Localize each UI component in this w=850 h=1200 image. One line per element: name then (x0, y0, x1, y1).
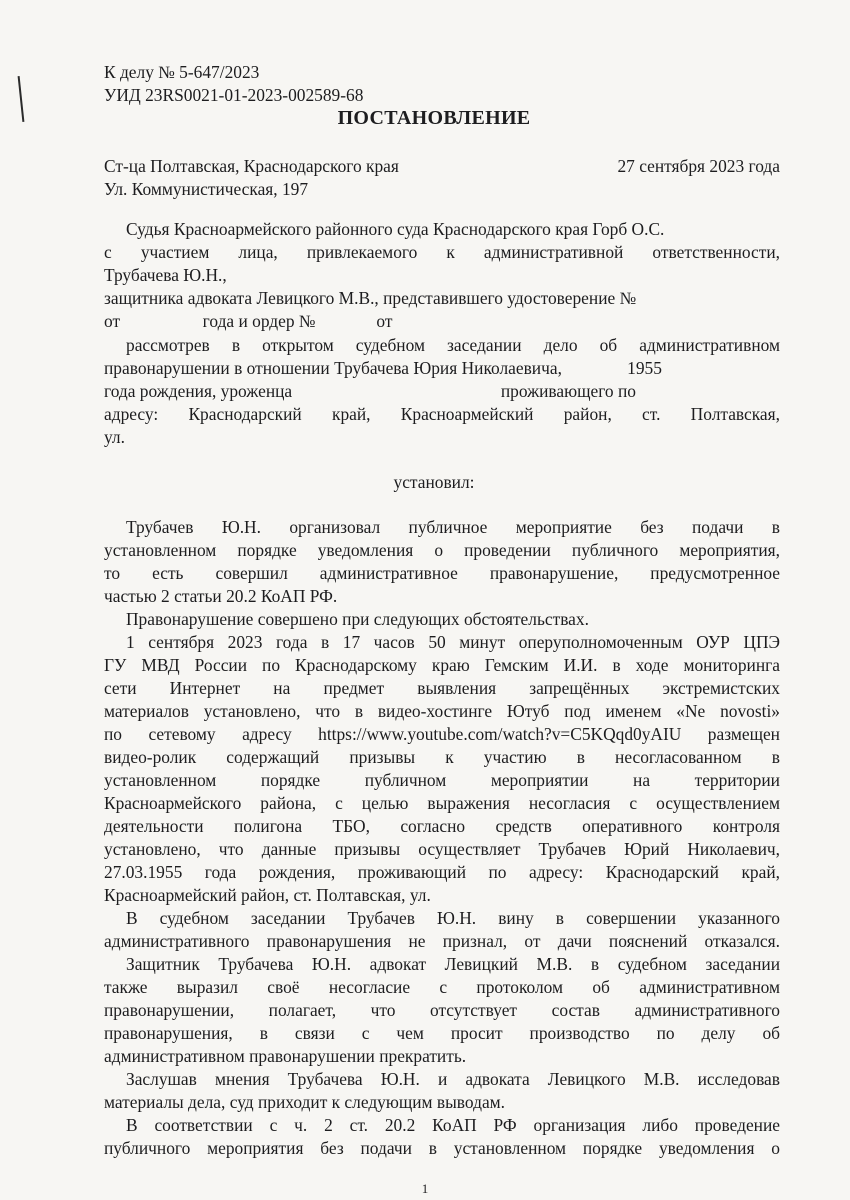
intro-line: Трубачева Ю.Н., (104, 265, 227, 285)
document-date: 27 сентября 2023 года (617, 156, 780, 176)
intro-line: с участием лица, привлекаемого к административной ответственности, (104, 242, 780, 262)
body-line: установлено, что данные призывы осуществляет Трубачев Юрий Николаевич, (104, 839, 780, 859)
body-line: деятельности полигона ТБО, согласно средств оперативного контроля (104, 816, 780, 836)
body-line: установленном порядке публичном мероприятии на территории (104, 770, 780, 790)
body-line: Красноармейского района, с целью выражения несогласия с осуществлением (104, 793, 780, 813)
intro-line: Судья Красноармейского районного суда Краснодарского края Горб О.С. (126, 219, 665, 239)
intro-line: правонарушении в отношении Трубачева Юрия Николаевича, 1955 (104, 358, 662, 378)
case-uid: УИД 23RS0021-01-2023-002589-68 (104, 85, 364, 105)
body-line: В соответствии с ч. 2 ст. 20.2 КоАП РФ организация либо проведение (126, 1115, 780, 1135)
document-title: ПОСТАНОВЛЕНИЕ (337, 107, 531, 129)
body-line: административном правонарушении прекратить. (104, 1046, 467, 1066)
body-line: 27.03.1955 года рождения, проживающий по адресу: Краснодарский край, (104, 862, 780, 882)
place-line-1: Ст-ца Полтавская, Краснодарского края (104, 156, 399, 176)
body-line: частью 2 статьи 20.2 КоАП РФ. (104, 586, 338, 606)
section-heading: установил: (393, 472, 475, 492)
body-line: Правонарушение совершено при следующих обстоятельствах. (126, 609, 589, 629)
body-line: правонарушения, в связи с чем просит производство по делу об (104, 1023, 780, 1043)
body-line: материалов установлено, что в видео-хостинге Ютуб под именем «Ne novosti» (104, 701, 780, 721)
intro-line: рассмотрев в открытом судебном заседании дело об административном (126, 335, 780, 355)
body-line: правонарушении, полагает, что отсутствует состав административного (104, 1000, 780, 1020)
place-line-2: Ул. Коммунистическая, 197 (104, 179, 309, 199)
body-line: Защитник Трубачева Ю.Н. адвокат Левицкий М.В. в судебном заседании (126, 954, 780, 974)
body-line: Заслушав мнения Трубачева Ю.Н. и адвоката Левицкого М.В. исследовав (126, 1069, 780, 1089)
body-line: видео-ролик содержащий призывы к участию в несогласованном в (104, 747, 780, 767)
body-line: административного правонарушения не признал, от дачи пояснений отказался. (104, 931, 780, 951)
body-line: то есть совершил административное правонарушение, предусмотренное (104, 563, 780, 583)
pen-mark (18, 76, 25, 122)
intro-line: года рождения, уроженца проживающего по (104, 381, 636, 401)
body-line: В судебном заседании Трубачев Ю.Н. вину в совершении указанного (126, 908, 780, 928)
intro-line: защитника адвоката Левицкого М.В., представившего удостоверение № (104, 288, 637, 308)
body-line: ГУ МВД России по Краснодарскому краю Гемским И.И. в ходе мониторинга (104, 655, 780, 675)
case-reference: К делу № 5-647/2023 (104, 62, 260, 82)
intro-line: адресу: Краснодарский край, Красноармейский район, ст. Полтавская, (104, 404, 780, 424)
body-line: установленном порядке уведомления о проведении публичного мероприятия, (104, 540, 780, 560)
page-number: 1 (421, 1181, 429, 1196)
body-line: по сетевому адресу https://www.youtube.com/watch?v=C5KQqd0yAIU размещен (104, 724, 780, 744)
body-line: материалы дела, суд приходит к следующим выводам. (104, 1092, 506, 1112)
body-line: также выразил своё несогласие с протоколом об административном (104, 977, 780, 997)
intro-line: от года и ордер № от (104, 311, 393, 331)
intro-line: ул. (104, 427, 125, 447)
body-line: Красноармейский район, ст. Полтавская, ул. (104, 885, 431, 905)
body-line: сети Интернет на предмет выявления запрещённых экстремистских (104, 678, 780, 698)
body-line: Трубачев Ю.Н. организовал публичное мероприятие без подачи в (126, 517, 780, 537)
body-line: публичного мероприятия без подачи в установленном порядке уведомления о (104, 1138, 780, 1158)
body-line: 1 сентября 2023 года в 17 часов 50 минут оперуполномоченным ОУР ЦПЭ (126, 632, 780, 652)
